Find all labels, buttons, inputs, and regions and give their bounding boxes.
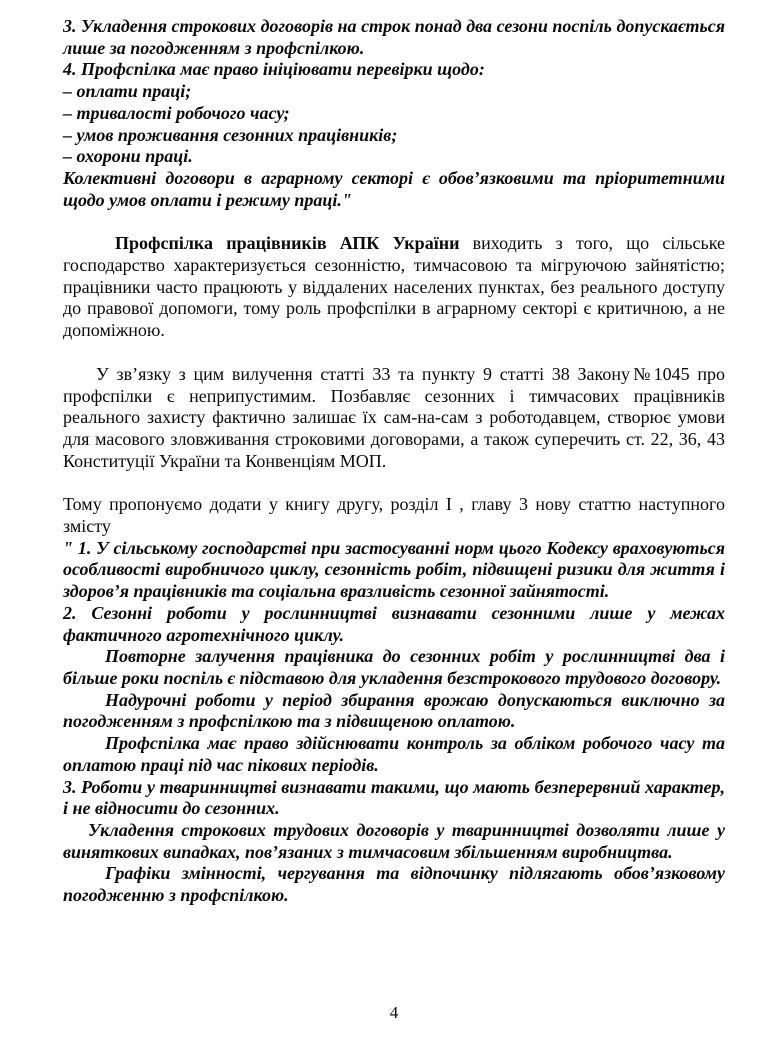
provision-bottom-item: 2. Сезонні роботи у рослинництві визнавати сезонними лише у межах фактичного агротехнічного циклу. bbox=[63, 602, 725, 645]
provision-bottom-item: Профспілка має право здійснювати контроль за обліком робочого часу та оплатою праці під час пікових періодів. bbox=[63, 733, 725, 775]
provision-bottom-item: Надурочні роботи у період збирання врожаю допускаються виключно за погодженням з профспілкою та з підвищеною оплатою. bbox=[63, 689, 725, 732]
provision-top-list-item: – оплати праці; bbox=[63, 81, 192, 102]
para-union-rest: виходить з того, що сільське господарство характеризується сезонністю, тимчасовою та мігруючою зайнятістю; працівники часто працюють у віддалених населених пунктах, без реального доступу до правової допомоги, тому роль профспілки в аграрному секторі є критичною, а не допоміжною. bbox=[63, 233, 725, 341]
provision-top-item: 3. Укладення строкових договорів на строк понад два сезони поспіль допускається лише за погодженням з профспілкою. bbox=[63, 16, 725, 58]
para-union-position bbox=[63, 233, 725, 342]
quoted-provisions-top bbox=[63, 16, 725, 211]
para-proposal: Тому пропонуємо додати у книгу другу, розділ І , главу 3 нову статтю наступного змісту bbox=[63, 494, 725, 537]
provision-top-item: Колективні договори в аграрному секторі є обов’язковими та пріоритетними щодо умов оплати і режиму праці." bbox=[63, 167, 725, 210]
provision-top-list-item: – охорони праці. bbox=[63, 146, 193, 167]
para-law-argument: У зв’язку з цим вилучення статті 33 та пункту 9 статті 38 Закону№1045 про профспілки є неприпустимим. Позбавляє сезонних і тимчасових працівників реального захисту фактично залишає їх сам-на-сам з роботодавцем, створює умови для масового зловживання строковими договорами, а також суперечить ст. 22, 36, 43 Конституції України та Конвенціям МОП. bbox=[63, 363, 725, 471]
provision-top-item: 4. Профспілка має право ініціювати перевірки щодо: bbox=[63, 59, 485, 80]
provision-top-list-item: – умов проживання сезонних працівників; bbox=[63, 124, 398, 145]
provision-top-list-item: – тривалості робочого часу; bbox=[63, 102, 290, 123]
provision-bottom-item: Повторне залучення працівника до сезонних робіт у рослинництві два і більше роки поспіль є підставою для укладення безстрокового трудового договору. bbox=[63, 646, 725, 688]
provision-bottom-item: 3. Роботи у тваринництві визнавати такими, що мають безперервний характер, і не відносити до сезонних. bbox=[63, 776, 725, 819]
provision-bottom-item: Укладення строкових трудових договорів у тваринництві дозволяти лише у виняткових випадках, пов’язаних з тимчасовим збільшенням виробництва. bbox=[63, 819, 725, 862]
page-number: 4 bbox=[389, 1003, 399, 1022]
provision-bottom-item: Графіки змінності, чергування та відпочинку підлягають обов’язковому погодженню з профспілкою. bbox=[63, 863, 725, 906]
provision-bottom-item: " 1. У сільському господарстві при застосуванні норм цього Кодексу враховуються особливості виробничого циклу, сезонність робіт, підвищені ризики для життя і здоров’я працівників та соціальна вразливість сезонної зайнятості. bbox=[63, 537, 725, 602]
quoted-provisions-bottom bbox=[63, 538, 725, 907]
union-name-bold: Профспілка працівників АПК України bbox=[115, 233, 460, 254]
